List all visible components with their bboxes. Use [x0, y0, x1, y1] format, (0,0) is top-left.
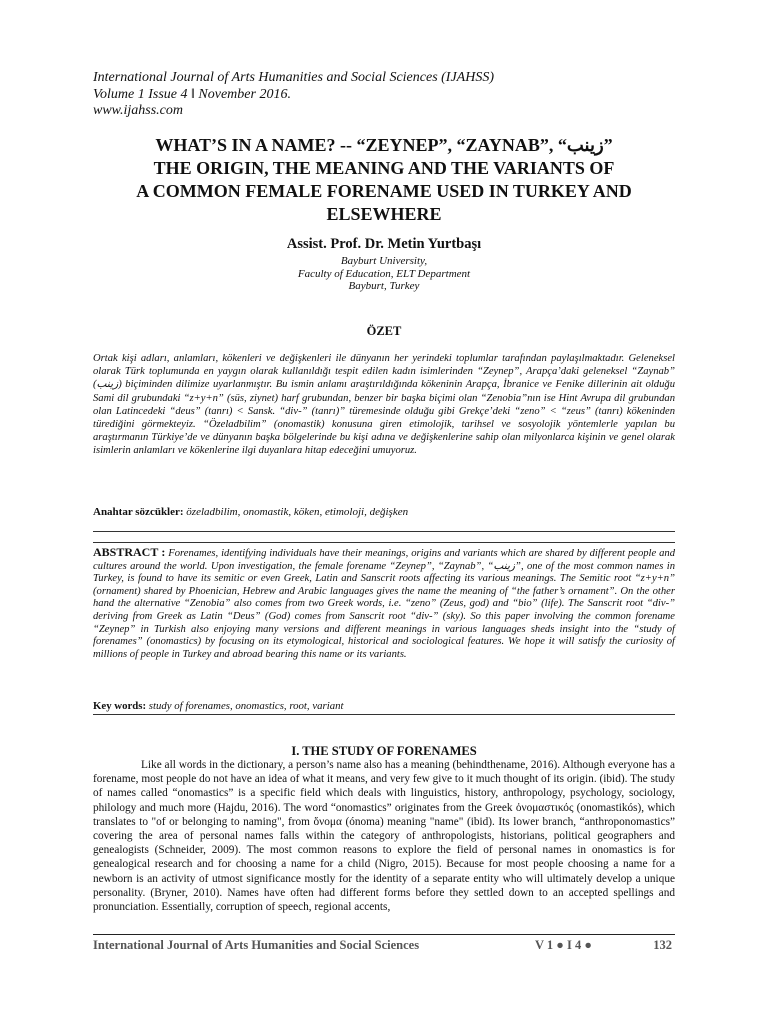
ozet-heading: ÖZET: [366, 324, 402, 338]
abstract-text: Forenames, identifying individuals have their meanings, origins and variants which are shared by different people and cultures around the world. Upon investigation, the female forename “Zeynep”, “Zaynab”, “زينب”, one of the most common names in Turkey, is found to have its semitic or even Greek, Latin and Sanscrit roots affecting its various meanings. The Semitic root “z+y+n” (ornament) shared by Phoenician, Hebrew and Arabic languages gives the name the meaning of “the father’s ornament”. On the other hand the alternative “Zenobia” also comes from two Greek words, i.e. “zeno” (Zeus, god) and “bio” (life). The Sanscrit root “div-” deriving from Greek as Latin “Deus” (God) comes from Sanscrit root “div-” (sky). So this paper involving the common forename “Zeynep” in Turkish also enjoying many versions and different meanings in various languages sheds insight into the “study of forenames” (onomastics) by focusing on its etymological, historical and sociological features. We hope it will satisfy the curiosity of millions of people in Turkey and abroad bearing this name or its variants.: [93, 548, 675, 660]
footer-volume-issue: V 1 ● I 4 ●: [535, 938, 592, 952]
turkish-keywords-label: Anahtar sözcükler:: [93, 506, 184, 518]
abstract-top-rule: [93, 531, 675, 532]
turkish-keywords: [93, 506, 675, 518]
abstract-label: ABSTRACT :: [93, 545, 166, 559]
affiliation-university: Bayburt University,: [340, 255, 428, 267]
title-line-2: THE ORIGIN, THE MEANING AND THE VARIANTS OF: [153, 158, 615, 178]
journal-header: [93, 70, 494, 120]
abstract-block: [93, 546, 675, 661]
affiliation-department: Faculty of Education, ELT Department: [297, 267, 471, 280]
journal-website[interactable]: www.ijahss.com: [93, 103, 183, 118]
journal-volume-issue: Volume 1 Issue 4 ǁ November 2016.: [93, 86, 291, 102]
english-keywords: [93, 700, 675, 712]
author-affiliation: [150, 255, 618, 293]
journal-name: International Journal of Arts Humanities and Social Sciences (IJAHSS): [93, 70, 495, 85]
abstract-bottom-rule: [93, 714, 675, 715]
title-line-3: A COMMON FEMALE FORENAME USED IN TURKEY AND: [136, 181, 632, 201]
section-heading: I. THE STUDY OF FORENAMES: [291, 744, 477, 758]
title-line-4: ELSEWHERE: [326, 204, 442, 224]
footer-page-number: 132: [653, 938, 672, 952]
affiliation-location: Bayburt, Turkey: [348, 280, 420, 292]
abstract-top-rule-2: [93, 542, 675, 543]
english-keywords-label: Key words:: [93, 700, 147, 712]
footer-rule: [93, 934, 675, 935]
turkish-keywords-list: özeladbilim, onomastik, köken, etimoloji, değişken: [183, 506, 409, 518]
footer-journal-name: International Journal of Arts Humanities and Social Sciences: [93, 938, 420, 952]
paper-title: [80, 134, 688, 226]
section-body-text: Like all words in the dictionary, a person’s name also has a meaning (behindthename, 2016). Although everyone has a forename, most people do not have an idea of what it means, and very few give to it much thought of its origin. (ibid). The study of names called “onomastics” is a specific field which deals with linguistics, history, anthropology, psychology, sociology, philology and much more (Hajdu, 2016). The word “onomastics” originates from the Greek ὀνομαστικός (onomastikós), which translates to "of or belonging to naming", from ὄνομα (ónoma) meaning "name" (ibid). Its lower branch, “anthroponomastics” covering the area of personal names falls within the category of anthropologists, historians, political geographers and genealogists (Schneider, 2009). The most common reasons to explore the field of personal names in onomastics is for genealogical research and for choosing a name for a child (Nigro, 2015). Because for most people choosing a name for a newborn is an activity of utmost significance mostly for the identity of a separate entity who will ultimately develop a unique personality. (Bryner, 2010). Names have often had different forms before they settled down to an accepted spellings and pronunciation. Essentially, corruption of speech, regional accents,: [93, 759, 675, 914]
english-keywords-list: study of forenames, onomastics, root, variant: [146, 700, 344, 712]
title-line-1: WHAT’S IN A NAME? -- “ZEYNEP”, “ZAYNAB”, “زينب”: [155, 135, 613, 155]
ozet-text: Ortak kişi adları, anlamları, kökenleri ve değişkenleri ile dünyanın her yerindeki toplumlar tarafından paylaşılmaktadır. Geleneksel olarak Türk toplumunda en yaygın olarak kullanıldığı tespit edilen kadın isimlerinden “Zeynep”, Arapça’daki geleneksel “Zaynab” (زينب) biçiminden dilimize uyarlanmıştır. Bu ismin anlamı araştırıldığında kökeninin Arapça, İbranice ve Fenike dillerinin ait olduğu Sami dil grubundaki “z+y+n” (süs, ziynet) harf grubundan, benzer bir başka biçimi olan “Zenobia”nın ise Hint Avrupa dil grubundan olan Latincedeki “deus” (tanrı) < Sansk. “div-” (tanrı)” türemesinde olduğu gibi Grekçe’deki “zeno” < “zeus” (tanrı) kökeninden türediğini görmekteyiz. “Özeladbilim” (onomastik) konusuna giren etimolojik, tarihsel ve sosyolojik yöntemlerle yapılan bu araştırmanın Türkiye’de ve dünyanın başka bölgelerinde bu kişi adına ve değişkenlerine sahip olan milyonlarca kişinin ve genel olarak isimlerin anlamları ve kökenlerine ilgi duyanlara hitap edeceğini umuyoruz.: [93, 353, 675, 457]
author-name: Assist. Prof. Dr. Metin Yurtbaşı: [286, 236, 482, 252]
